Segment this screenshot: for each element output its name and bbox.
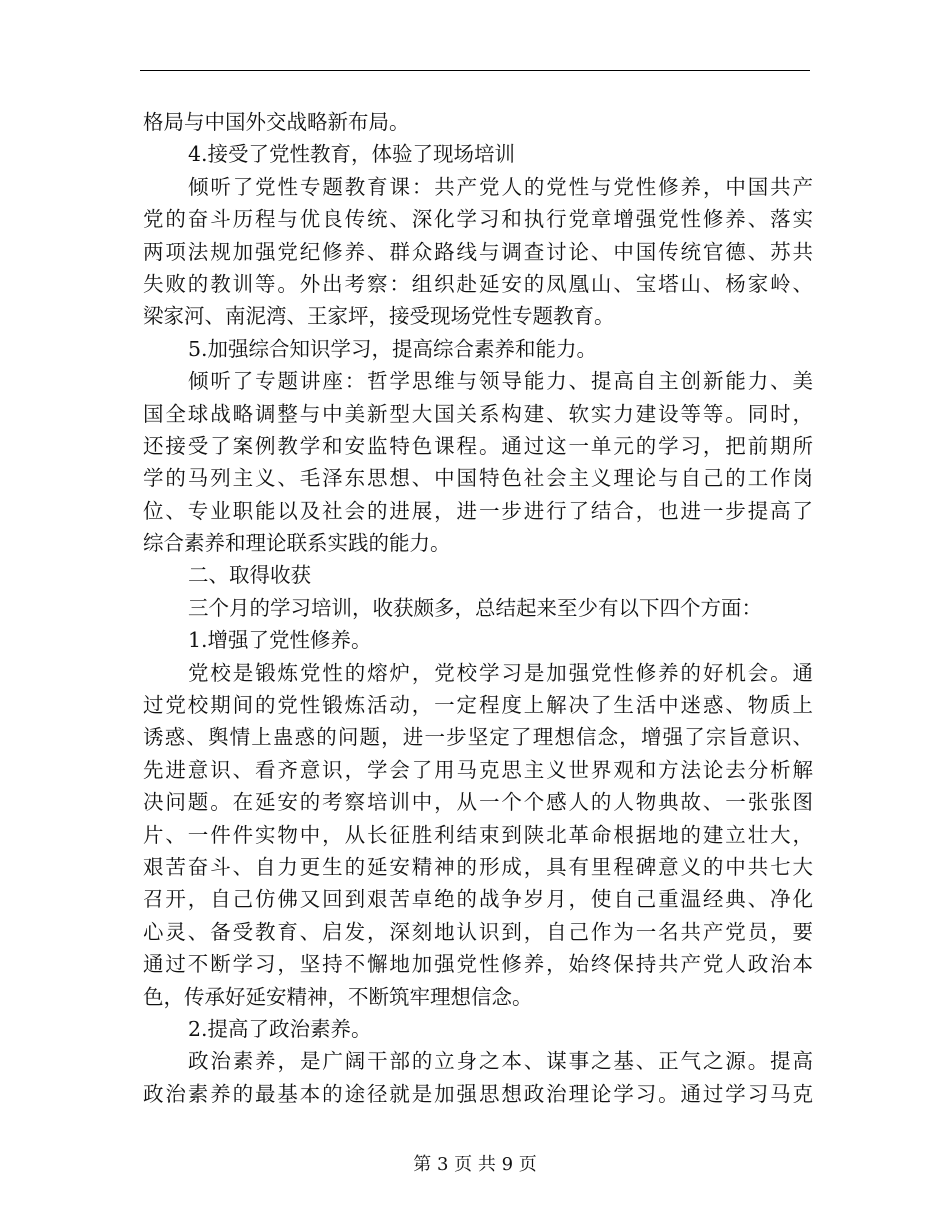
- text-line: 过党校期间的党性锻炼活动，一定程度上解决了生活中迷惑、物质上: [143, 693, 813, 718]
- text-line: 召开，自己仿佛又回到艰苦卓绝的战争岁月，使自己重温经典、净化: [143, 887, 813, 912]
- header-rule: [140, 70, 810, 71]
- text-line: 艰苦奋斗、自力更生的延安精神的形成，具有里程碑意义的中共七大: [143, 854, 813, 879]
- section-heading: 二、取得收获: [188, 563, 311, 588]
- text-line: 决问题。在延安的考察培训中，从一个个感人的人物典故、一张张图: [143, 790, 813, 815]
- text-line: 党的奋斗历程与优良传统、深化学习和执行党章增强党性修养、落实: [143, 207, 813, 232]
- text-line: 两项法规加强党纪修养、群众路线与调查讨论、中国传统官德、苏共: [143, 239, 813, 264]
- section-heading: 4.接受了党性教育，体验了现场培训: [188, 142, 516, 167]
- text-line: 政治素养的最基本的途径就是加强思想政治理论学习。通过学习马克: [143, 1081, 813, 1106]
- section-heading: 5.加强综合知识学习，提高综合素养和能力。: [188, 336, 598, 361]
- section-heading: 2.提高了政治素养。: [188, 1016, 372, 1041]
- text-line: 诱惑、舆情上蛊惑的问题，进一步坚定了理想信念，增强了宗旨意识、: [143, 725, 813, 750]
- section-heading: 1.增强了党性修养。: [188, 628, 372, 653]
- text-line: 通过不断学习，坚持不懈地加强党性修养，始终保持共产党人政治本: [143, 952, 813, 977]
- text-line: 梁家河、南泥湾、王家坪，接受现场党性专题教育。: [143, 304, 615, 329]
- text-line: 失败的教训等。外出考察：组织赴延安的凤凰山、宝塔山、杨家岭、: [143, 271, 813, 296]
- text-line: 心灵、备受教育、启发，深刻地认识到，自己作为一名共产党员，要: [143, 919, 813, 944]
- text-line: 国全球战略调整与中美新型大国关系构建、软实力建设等等。同时，: [143, 401, 813, 426]
- text-line: 倾听了专题讲座：哲学思维与领导能力、提高自主创新能力、美: [188, 369, 813, 394]
- text-line: 学的马列主义、毛泽东思想、中国特色社会主义理论与自己的工作岗: [143, 466, 813, 491]
- text-line: 色，传承好延安精神，不断筑牢理想信念。: [143, 984, 533, 1009]
- text-line: 还接受了案例教学和安监特色课程。通过这一单元的学习，把前期所: [143, 433, 813, 458]
- text-line: 党校是锻炼党性的熔炉，党校学习是加强党性修养的好机会。通: [188, 660, 813, 685]
- text-line: 位、专业职能以及社会的进展，进一步进行了结合，也进一步提高了: [143, 498, 813, 523]
- body-text: [143, 106, 813, 1110]
- text-line: 格局与中国外交战略新布局。: [143, 110, 410, 134]
- page-footer: 第 3 页 共 9 页: [413, 1154, 537, 1175]
- text-line: 三个月的学习培训，收获颇多，总结起来至少有以下四个方面：: [188, 595, 762, 620]
- text-line: 政治素养，是广阔干部的立身之本、谋事之基、正气之源。提高: [188, 1049, 813, 1074]
- text-line: 片、一件件实物中，从长征胜利结束到陕北革命根据地的建立壮大，: [143, 822, 813, 847]
- text-line: 综合素养和理论联系实践的能力。: [143, 531, 451, 556]
- text-line: 倾听了党性专题教育课：共产党人的党性与党性修养，中国共产: [188, 174, 813, 199]
- text-line: 先进意识、看齐意识，学会了用马克思主义世界观和方法论去分析解: [143, 757, 813, 782]
